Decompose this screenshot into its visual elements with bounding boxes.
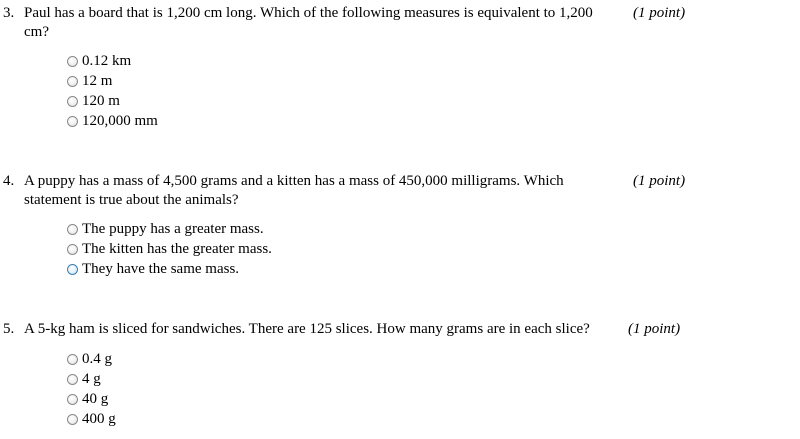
question-text: A 5-kg ham is sliced for sandwiches. There are 125 slices. How many grams are in each slice?	[24, 321, 590, 337]
question-text-continued: cm?	[24, 24, 49, 40]
radio-button[interactable]	[67, 96, 78, 107]
question-4-prompt	[3, 172, 564, 191]
option-120-m[interactable]	[67, 91, 158, 111]
option-same-mass[interactable]	[67, 259, 272, 279]
points-label: (1 point)	[633, 5, 686, 21]
question-3-prompt	[3, 4, 593, 23]
option-label: 0.4 g	[82, 351, 112, 367]
answer-options	[67, 349, 116, 429]
radio-button[interactable]	[67, 116, 78, 127]
points-label: (1 point)	[628, 321, 681, 337]
option-0-12-km[interactable]	[67, 51, 158, 71]
option-12-m[interactable]	[67, 71, 158, 91]
radio-button[interactable]	[67, 414, 78, 425]
option-label: 40 g	[82, 391, 109, 407]
radio-button[interactable]	[67, 374, 78, 385]
option-label: The puppy has a greater mass.	[82, 221, 264, 237]
option-120000-mm[interactable]	[67, 111, 158, 131]
option-label: 0.12 km	[82, 53, 132, 69]
question-number: 3.	[3, 5, 15, 21]
radio-button[interactable]	[67, 56, 78, 67]
question-5-prompt	[3, 320, 590, 339]
radio-button[interactable]	[67, 76, 78, 87]
answer-options	[67, 219, 272, 279]
question-text: Paul has a board that is 1,200 cm long. Which of the following measures is equivalent to 1,200	[24, 5, 593, 21]
option-label: 400 g	[82, 411, 116, 427]
radio-button[interactable]	[67, 224, 78, 235]
option-400-g[interactable]	[67, 409, 116, 429]
radio-button[interactable]	[67, 354, 78, 365]
question-text: A puppy has a mass of 4,500 grams and a kitten has a mass of 450,000 milligrams. Which	[24, 173, 564, 189]
radio-button[interactable]	[67, 394, 78, 405]
answer-options	[67, 51, 158, 131]
option-label: 12 m	[82, 73, 113, 89]
option-40-g[interactable]	[67, 389, 116, 409]
question-number: 5.	[3, 321, 15, 337]
radio-button[interactable]	[67, 264, 78, 275]
option-label: 120 m	[82, 93, 120, 109]
question-number: 4.	[3, 173, 15, 189]
option-label: 4 g	[82, 371, 101, 387]
option-0-4-g[interactable]	[67, 349, 116, 369]
option-puppy-greater[interactable]	[67, 219, 272, 239]
question-text-continued: statement is true about the animals?	[24, 192, 239, 208]
radio-button[interactable]	[67, 244, 78, 255]
points-label: (1 point)	[633, 173, 686, 189]
option-label: 120,000 mm	[82, 113, 158, 129]
option-label: The kitten has the greater mass.	[82, 241, 272, 257]
option-kitten-greater[interactable]	[67, 239, 272, 259]
option-4-g[interactable]	[67, 369, 116, 389]
option-label: They have the same mass.	[82, 261, 240, 277]
